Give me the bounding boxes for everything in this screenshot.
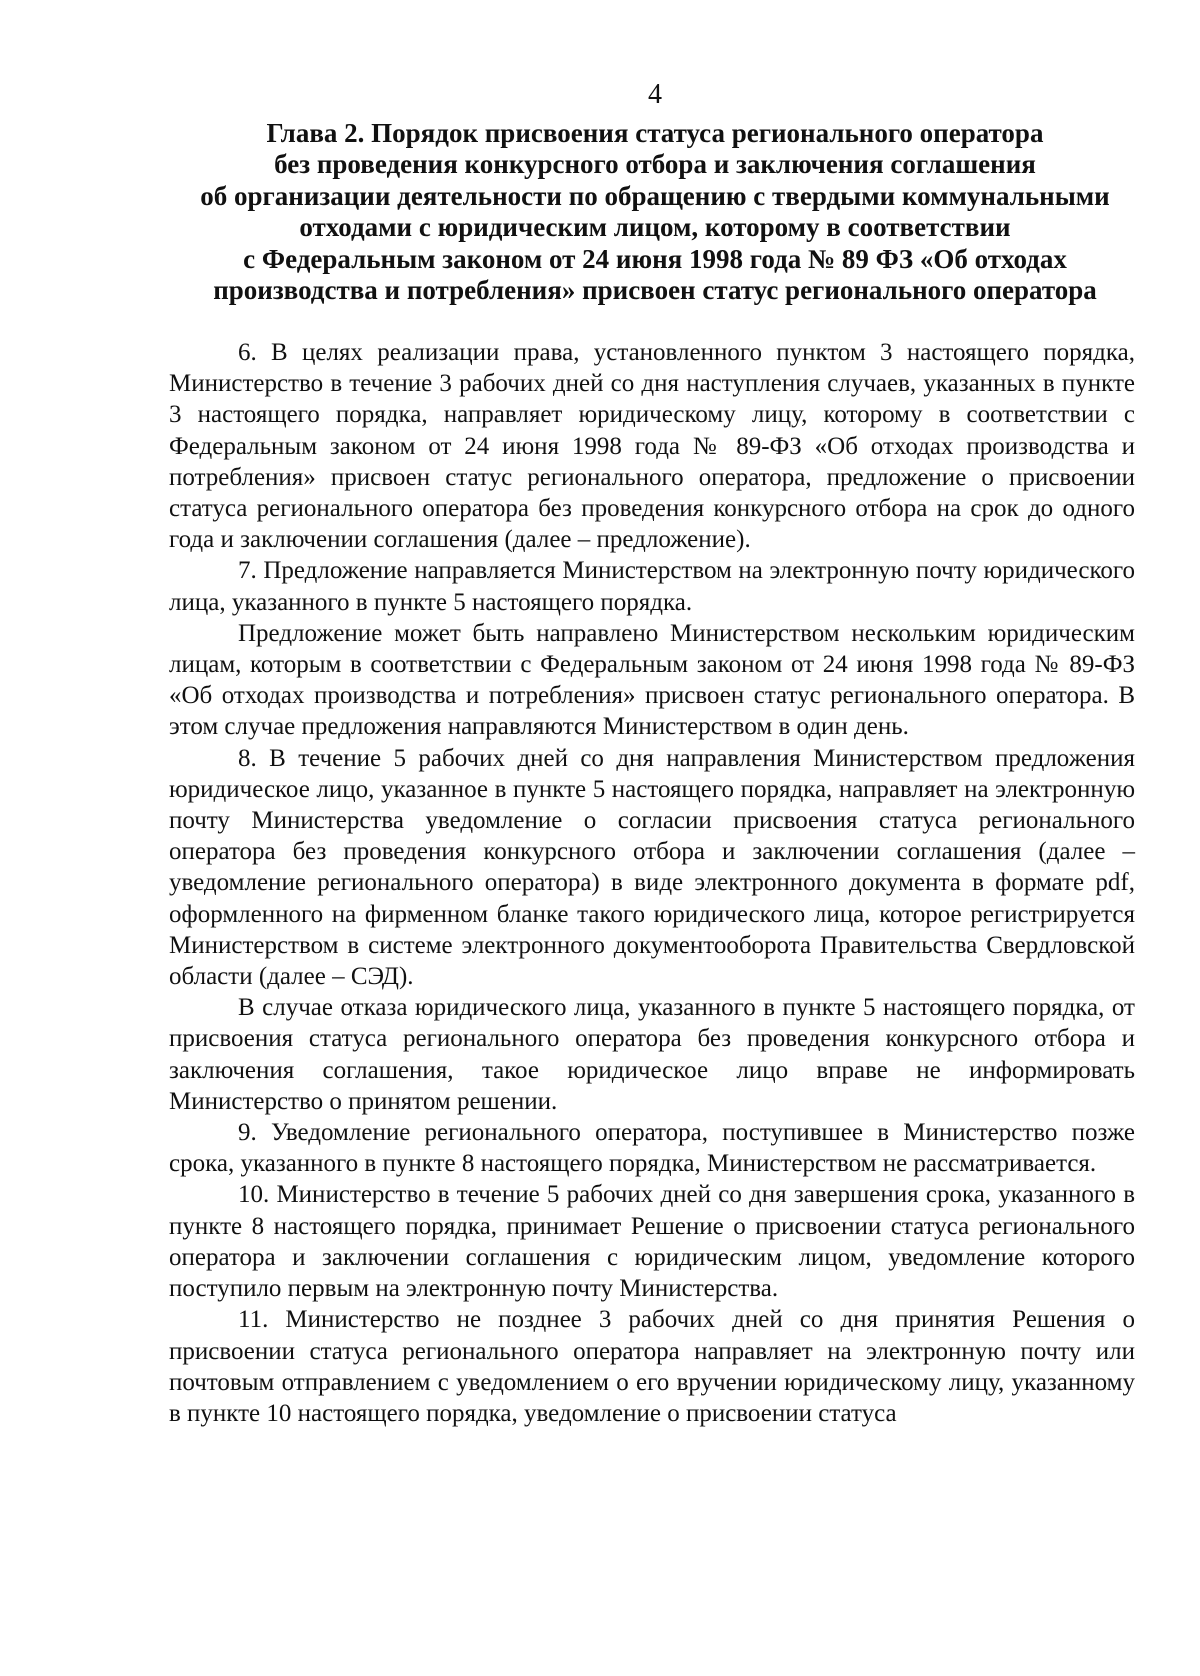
heading-line: с Федеральным законом от 24 июня 1998 года № 89 ФЗ «Об отходах xyxy=(243,243,1067,274)
paragraph-item-10: 10. Министерство в течение 5 рабочих дней со дня завершения срока, указанного в пункте 8 настоящего порядка, принимает Решение о присвоении статуса регионального оператора и заключении соглашения с юридическим лицом, уведомление которого поступило первым на электронную почту Министерства. xyxy=(169,1181,1135,1303)
document-body xyxy=(169,337,1135,1429)
heading-line: производства и потребления» присвоен статус регионального оператора xyxy=(213,275,1097,306)
heading-line: отходами с юридическим лицом, которому в соответствии xyxy=(299,212,1011,243)
paragraph-item-8-continued: В случае отказа юридического лица, указанного в пункте 5 настоящего порядка, от присвоения статуса регионального оператора без проведения конкурсного отбора и заключения соглашения, такое юридическое лицо вправе не информировать Министерство о принятом решении. xyxy=(169,994,1135,1115)
paragraph-item-9: 9. Уведомление регионального оператора, поступившее в Министерство позже срока, указанного в пункте 8 настоящего порядка, Министерством не рассматривается. xyxy=(169,1119,1135,1178)
heading-line: Глава 2. Порядок присвоения статуса регионального оператора xyxy=(266,118,1044,148)
heading-line: об организации деятельности по обращению с твердыми коммунальными xyxy=(200,180,1110,211)
paragraph-item-11: 11. Министерство не позднее 3 рабочих дней со дня принятия Решения о присвоении статуса регионального оператора направляет на электронную почту или почтовым отправлением с уведомлением о его вручении юридическому лицу, указанному в пункте 10 настоящего порядка, уведомление о присвоении статуса xyxy=(169,1306,1135,1427)
paragraph-item-7: 7. Предложение направляется Министерством на электронную почту юридического лица, указанного в пункте 5 настоящего порядка. xyxy=(169,557,1135,616)
page-number: 4 xyxy=(648,79,662,110)
paragraph-item-7-continued: Предложение может быть направлено Министерством нескольким юридическим лицам, которым в соответствии с Федеральным законом от 24 июня 1998 года № 89-ФЗ «Об отходах производства и потребления» присвоен статус регионального оператора. В этом случае предложения направляются Министерством в один день. xyxy=(169,619,1135,741)
paragraph-item-6: 6. В целях реализации права, установленного пунктом 3 настоящего порядка, Министерство в течение 3 рабочих дней со дня наступления случаев, указанных в пункте 3 настоящего порядка, направляет юридическому лицу, которому в соответствии с Федеральным законом от 24 июня 1998 года № 89-ФЗ «Об отходах производства и потребления» присвоен статус регионального оператора, предложение о присвоении статуса регионального оператора без проведения конкурсного отбора на срок до одного года и заключении соглашения (далее – предложение). xyxy=(169,339,1135,554)
paragraph-item-8: 8. В течение 5 рабочих дней со дня направления Министерством предложения юридическое лицо, указанное в пункте 5 настоящего порядка, направляет на электронную почту Министерства уведомление о согласии присвоения статуса регионального оператора без проведения конкурсного отбора и заключении соглашения (далее – уведомление регионального оператора) в виде электронного документа в формате pdf, оформленного на фирменном бланке такого юридического лица, которое регистрируется Министерством в системе электронного документооборота Правительства Свердловской области (далее – СЭД). xyxy=(169,744,1135,991)
chapter-heading xyxy=(160,118,1150,306)
heading-line: без проведения конкурсного отбора и заключения соглашения xyxy=(274,149,1036,180)
